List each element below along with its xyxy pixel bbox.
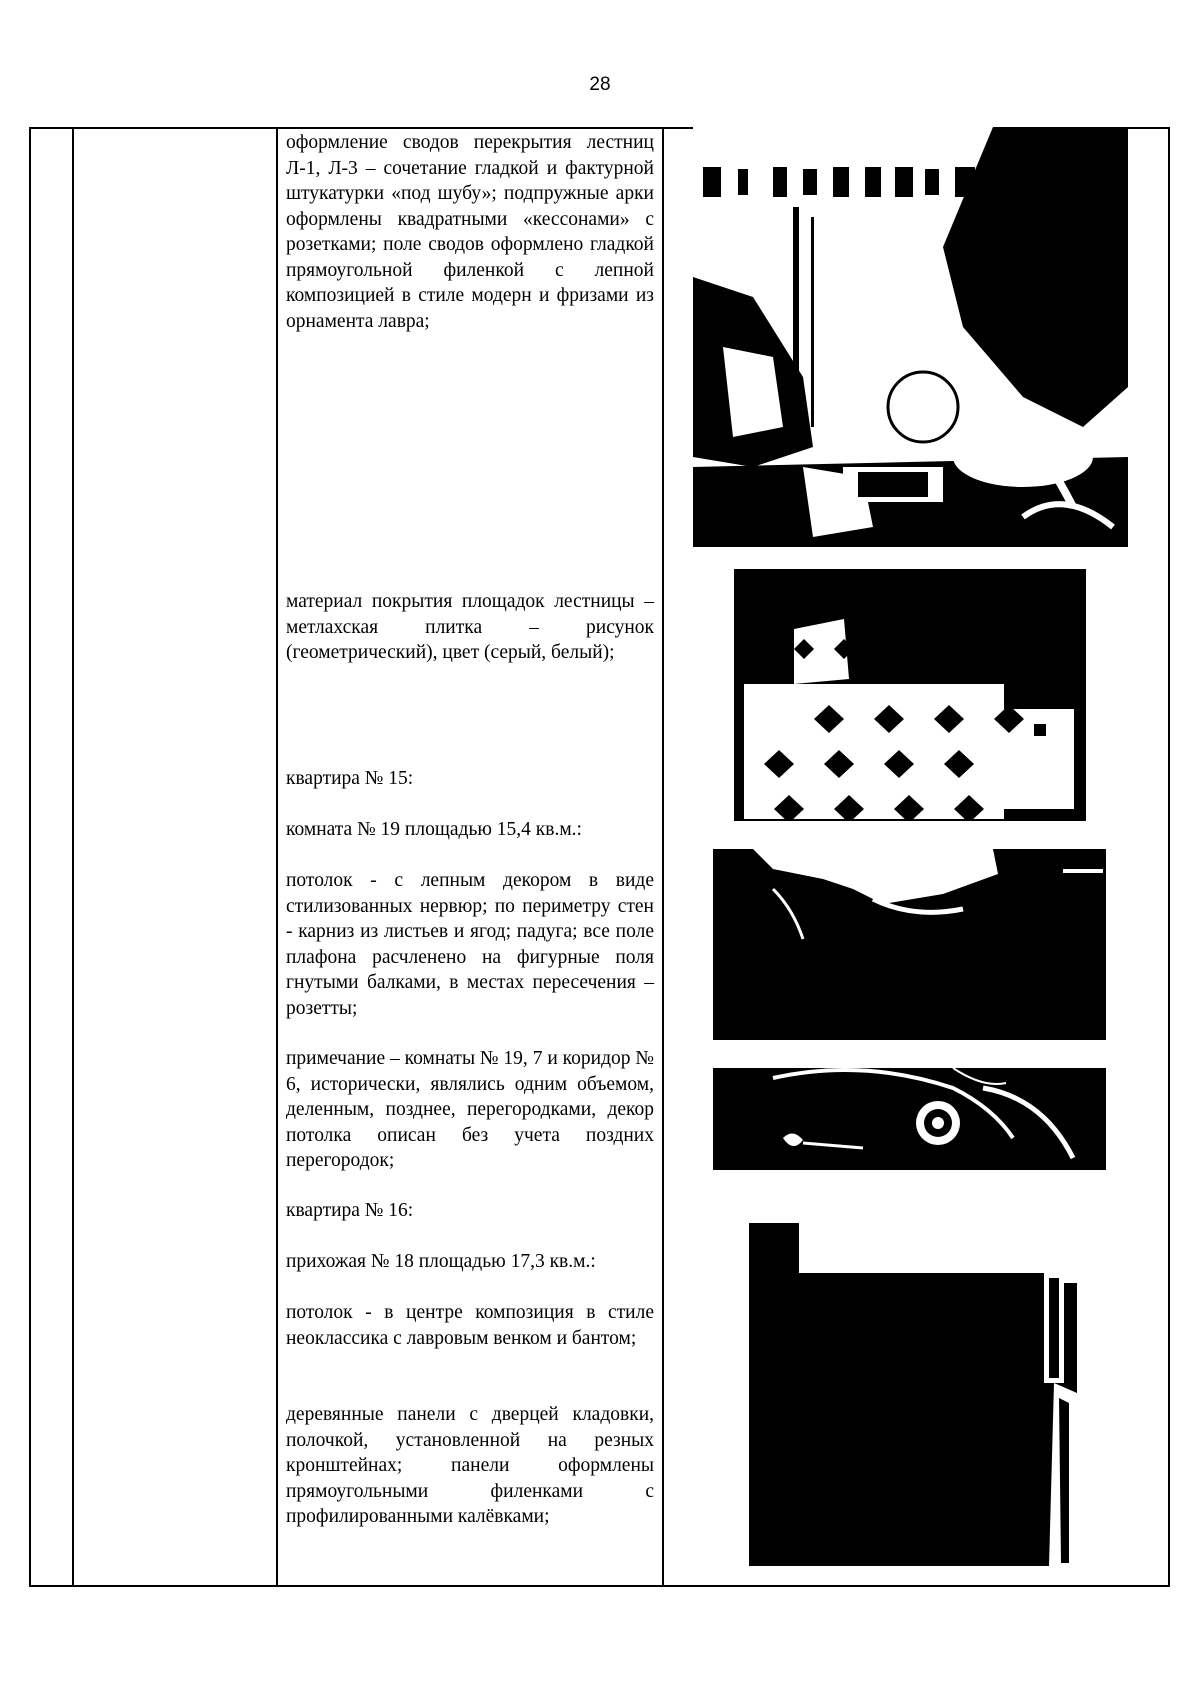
vault-ceiling-photo (693, 127, 1128, 547)
paragraph-floor-tiles: материал покрытия площадок лестницы – метлахская плитка – рисунок (геометрический), цвет (серый, белый); (286, 591, 654, 663)
tile-floor-photo (734, 569, 1086, 821)
paragraph-note: примечание – комнаты № 19, 7 и коридор № 6, исторически, являлись одним объемом, деленным, позднее, перегородками, декор потолка описан без учета поздних перегородок; (286, 1048, 654, 1171)
ceiling-rosette-photo (713, 1068, 1106, 1170)
paragraph-vaults: оформление сводов перекрытия лестниц Л-1, Л-3 – сочетание гладкой и фактурной штукатурки «под шубу»; подпружные арки оформлены квадратными «кессонами» с розетками; поле сводов оформлено гладкой прямоугольной филенкой с лепной композицией в стиле модерн и фризами из орнамента лавра; (286, 132, 654, 332)
ceiling-molding-photo (713, 849, 1106, 1040)
heading-apartment-16: квартира № 16: (286, 1200, 414, 1221)
paragraph-hallway-ceiling: потолок - в центре композиция в стиле неоклассика с лавровым венком и бантом; (286, 1302, 654, 1349)
table-bottom-border (29, 1585, 1170, 1587)
heading-room-19: комната № 19 площадью 15,4 кв.м.: (286, 819, 582, 840)
column-divider-2 (276, 127, 278, 1587)
paragraph-ceiling-decor: потолок - с лепным декором в виде стилизованных нервюр; по периметру стен - карниз из листьев и ягод; падуга; все поле плафона расчленено на фигурные поля гнутыми балками, в местах пересечения – розетты; (286, 870, 654, 1019)
heading-hallway-18: прихожая № 18 площадью 17,3 кв.м.: (286, 1251, 596, 1272)
wooden-panel-photo (749, 1223, 1077, 1566)
page-number: 28 (589, 74, 611, 95)
column-divider-1 (72, 127, 74, 1587)
column-divider-3 (662, 127, 664, 1587)
table-right-border (1168, 127, 1170, 1587)
table-left-border (29, 127, 31, 1587)
paragraph-wooden-panels: деревянные панели с дверцей кладовки, полочкой, установленной на резных кронштейнах; панели оформлены прямоугольными филенками с профилированными калёвками; (286, 1404, 654, 1527)
heading-apartment-15: квартира № 15: (286, 768, 414, 789)
